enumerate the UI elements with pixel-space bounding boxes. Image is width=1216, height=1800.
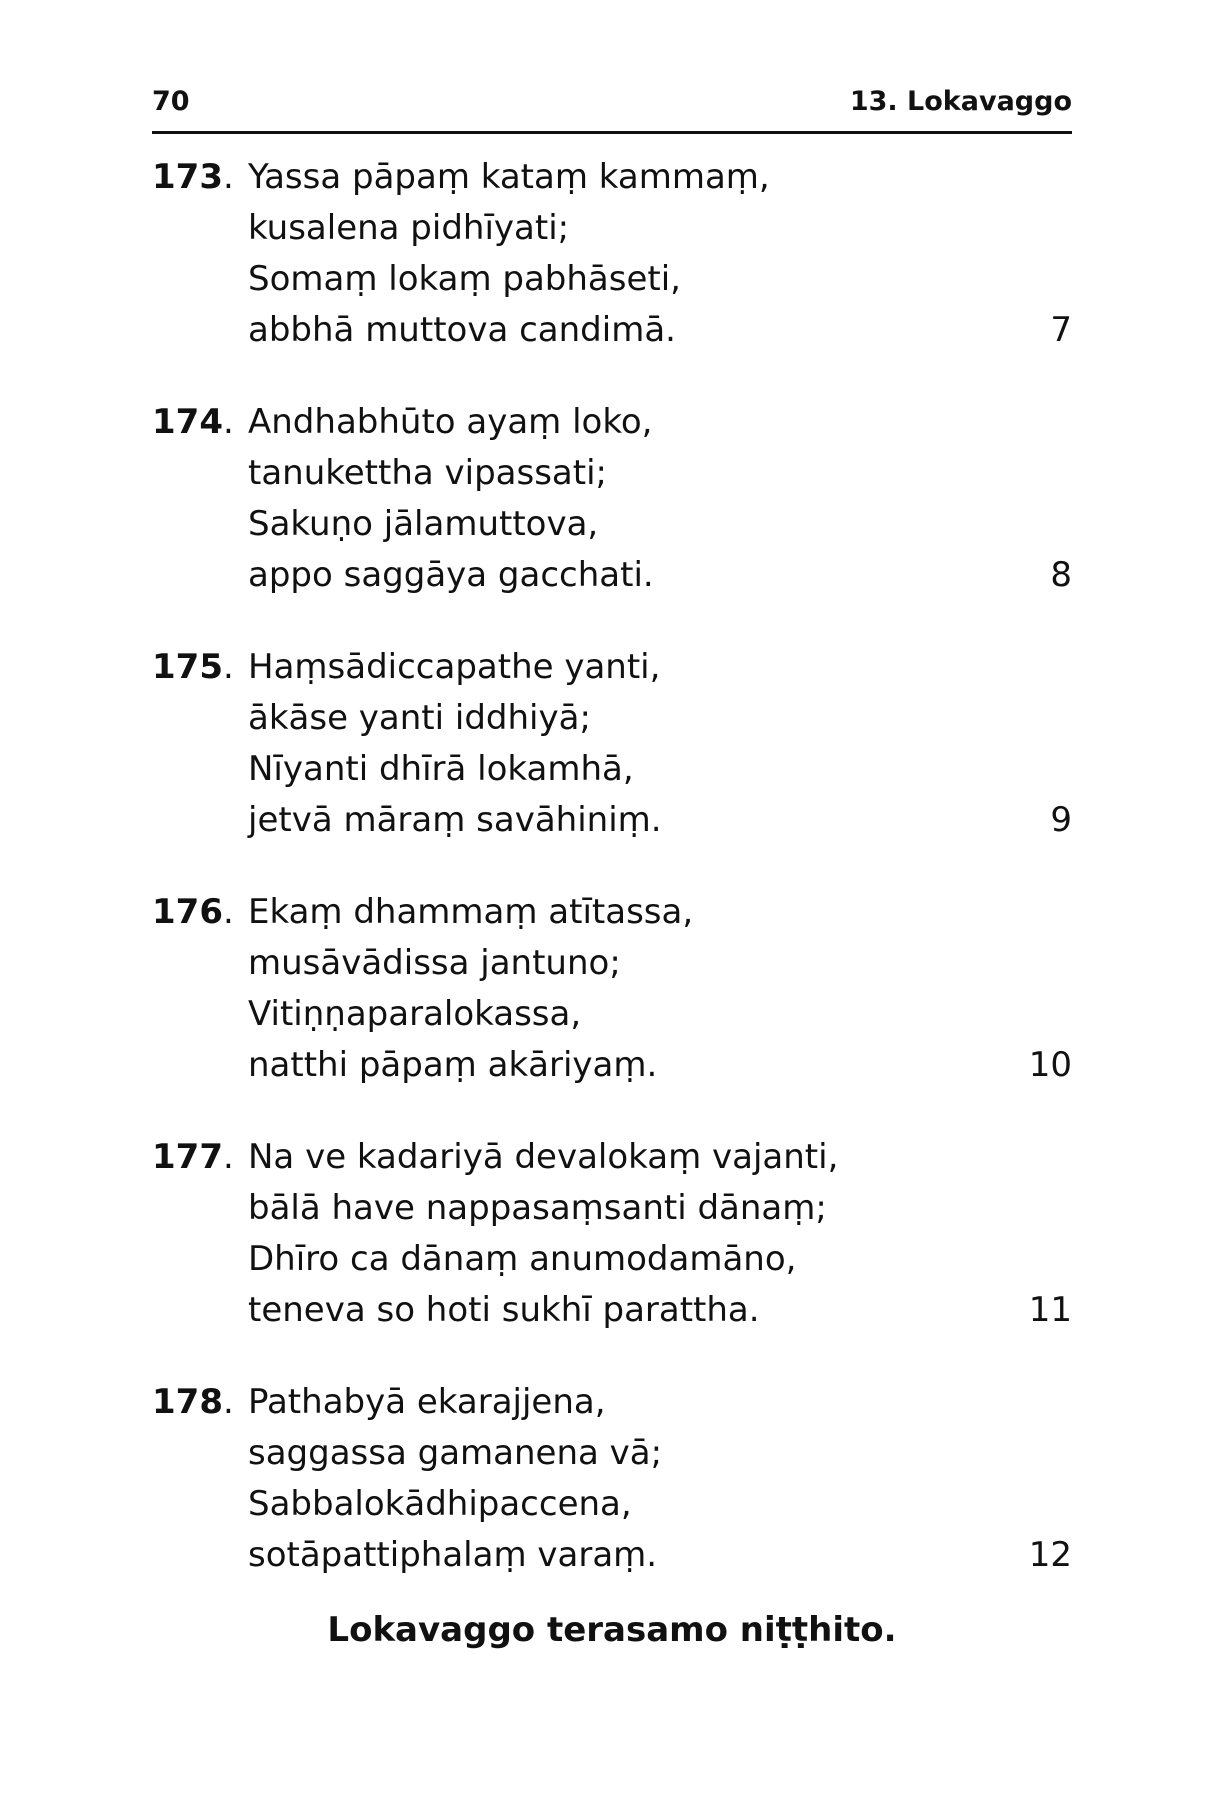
verse-line: musāvādissa jantuno; <box>248 943 621 983</box>
verse-line: teneva so hoti sukhī parattha. <box>248 1290 760 1330</box>
verse-reference-number: 7 <box>1050 310 1072 350</box>
chapter-title: 13. Lokavaggo <box>849 86 1072 117</box>
verse-number: 174. <box>152 402 234 442</box>
running-header <box>152 86 1072 126</box>
header-rule <box>152 131 1072 134</box>
verse-176 <box>152 887 1072 1132</box>
verse-number: 175. <box>152 647 234 687</box>
verse-list <box>152 152 1072 1622</box>
verse-line: Vitiṇṇaparalokassa, <box>248 994 582 1034</box>
verse-177 <box>152 1132 1072 1377</box>
verse-line: sotāpattiphalaṃ varaṃ. <box>248 1535 658 1575</box>
verse-line: abbhā muttova candimā. <box>248 310 676 350</box>
verse-number: 176. <box>152 892 234 932</box>
verse-line: Dhīro ca dānaṃ anumodamāno, <box>248 1239 797 1279</box>
verse-lines <box>248 1377 662 1581</box>
verse-reference-number: 9 <box>1050 800 1072 840</box>
verse-line: kusalena pidhīyati; <box>248 208 570 248</box>
verse-line: Haṃsādiccapathe yanti, <box>248 647 661 687</box>
verse-reference-number: 11 <box>1028 1290 1072 1330</box>
verse-line: natthi pāpaṃ akāriyaṃ. <box>248 1045 658 1085</box>
verse-number: 178. <box>152 1382 234 1422</box>
verse-line: Sakuṇo jālamuttova, <box>248 504 599 544</box>
verse-number: 177. <box>152 1137 234 1177</box>
verse-line: Pathabyā ekarajjena, <box>248 1382 606 1422</box>
verse-line: Yassa pāpaṃ kataṃ kammaṃ, <box>248 157 770 197</box>
verse-174 <box>152 397 1072 642</box>
chapter-colophon: Lokavaggo terasamo niṭṭhito. <box>327 1610 897 1650</box>
verse-line: Somaṃ lokaṃ pabhāseti, <box>248 259 681 299</box>
verse-line: Ekaṃ dhammaṃ atītassa, <box>248 892 694 932</box>
verse-number: 173. <box>152 157 234 197</box>
verse-line: Andhabhūto ayaṃ loko, <box>248 402 653 442</box>
verse-lines <box>248 642 662 846</box>
verse-reference-number: 8 <box>1050 555 1072 595</box>
verse-lines <box>248 397 654 601</box>
verse-line: bālā have nappasaṃsanti dānaṃ; <box>248 1188 827 1228</box>
page-number: 70 <box>152 86 190 117</box>
book-page <box>152 0 1072 1800</box>
verse-reference-number: 12 <box>1028 1535 1072 1575</box>
verse-line: appo saggāya gacchati. <box>248 555 654 595</box>
verse-178 <box>152 1377 1072 1622</box>
verse-lines <box>248 152 770 356</box>
verse-line: saggassa gamanena vā; <box>248 1433 663 1473</box>
verse-line: jetvā māraṃ savāhiniṃ. <box>248 800 662 840</box>
verse-line: ākāse yanti iddhiyā; <box>248 698 591 738</box>
verse-reference-number: 10 <box>1028 1045 1072 1085</box>
verse-line: Nīyanti dhīrā lokamhā, <box>248 749 634 789</box>
verse-173 <box>152 152 1072 397</box>
verse-lines <box>248 1132 838 1336</box>
verse-line: Sabbalokādhipaccena, <box>248 1484 632 1524</box>
verse-line: Na ve kadariyā devalokaṃ vajanti, <box>248 1137 839 1177</box>
verse-175 <box>152 642 1072 887</box>
verse-lines <box>248 887 693 1091</box>
verse-line: tanukettha vipassati; <box>248 453 607 493</box>
